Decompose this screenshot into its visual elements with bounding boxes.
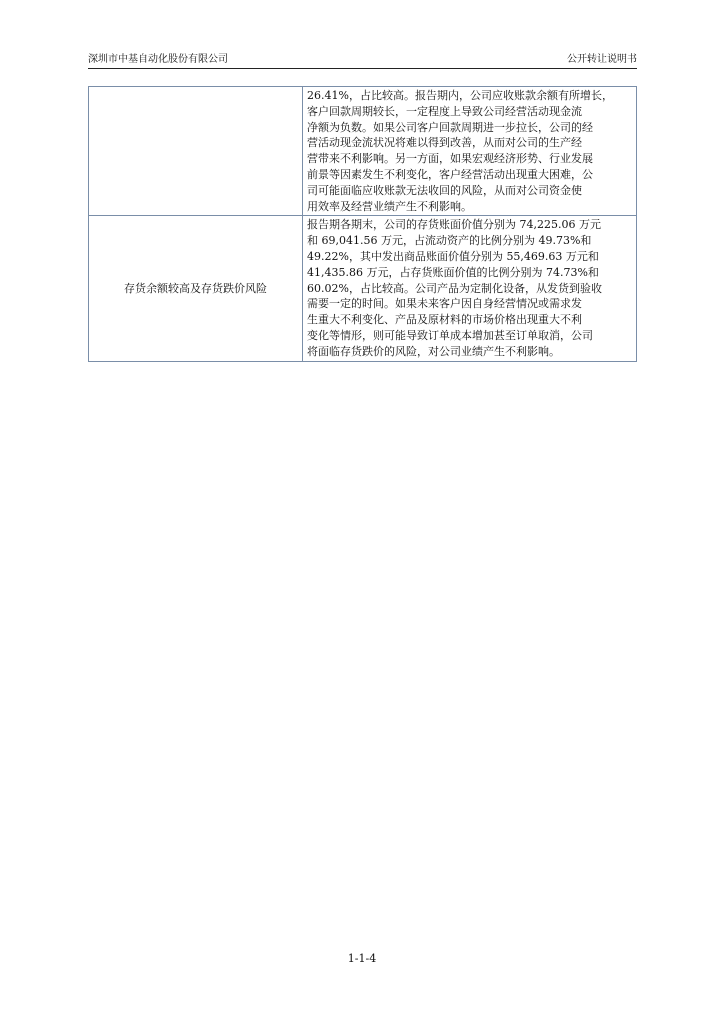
description-line: 客户回款周期较长，一定程度上导致公司经营活动现金流 bbox=[307, 104, 582, 118]
description-line: 49.22%，其中发出商品账面价值分别为 55,469.63 万元和 bbox=[307, 249, 599, 263]
description-line: 营带来不利影响。另一方面，如果宏观经济形势、行业发展 bbox=[307, 152, 593, 166]
description-line: 营活动现金流状况将难以得到改善，从而对公司的生产经 bbox=[307, 136, 582, 150]
description-line: 净额为负数。如果公司客户回款周期进一步拉长，公司的经 bbox=[307, 120, 593, 134]
page-header bbox=[88, 54, 637, 69]
risk-category-cell: 存货余额较高及存货跌价风险 bbox=[89, 216, 303, 361]
table-row bbox=[89, 216, 637, 361]
description-line: 将面临存货跌价的风险，对公司业绩产生不利影响。 bbox=[307, 344, 560, 358]
description-line: 需要一定的时间。如果未来客户因自身经营情况或需求发 bbox=[307, 297, 582, 311]
description-line: 报告期各期末，公司的存货账面价值分别为 74,225.06 万元 bbox=[307, 218, 601, 232]
description-line: 前景等因素发生不利变化，客户经营活动出现重大困难，公 bbox=[307, 167, 593, 181]
description-line: 变化等情形，则可能导致订单成本增加甚至订单取消，公司 bbox=[307, 328, 593, 342]
risk-category-cell bbox=[89, 87, 303, 216]
risk-table bbox=[88, 86, 637, 362]
description-line: 司可能面临应收账款无法收回的风险，从而对公司资金使 bbox=[307, 183, 582, 197]
description-line: 生重大不利变化、产品及原材料的市场价格出现重大不利 bbox=[307, 313, 582, 327]
description-line: 41,435.86 万元，占存货账面价值的比例分别为 74.73%和 bbox=[307, 265, 599, 279]
header-document-title: 公开转让说明书 bbox=[567, 54, 637, 65]
description-line: 26.41%，占比较高。报告期内，公司应收账款余额有所增长， bbox=[307, 89, 613, 102]
risk-description-cell bbox=[303, 87, 637, 216]
page-number: 1-1-4 bbox=[347, 952, 377, 965]
table-row bbox=[89, 87, 637, 216]
risk-description-cell bbox=[303, 216, 637, 361]
description-line: 和 69,041.56 万元，占流动资产的比例分别为 49.73%和 bbox=[307, 234, 592, 248]
description-line: 60.02%，占比较高。公司产品为定制化设备，从发货到验收 bbox=[307, 281, 602, 295]
description-line: 用效率及经营业绩产生不利影响。 bbox=[307, 199, 472, 213]
header-company-name: 深圳市中基自动化股份有限公司 bbox=[88, 54, 228, 65]
